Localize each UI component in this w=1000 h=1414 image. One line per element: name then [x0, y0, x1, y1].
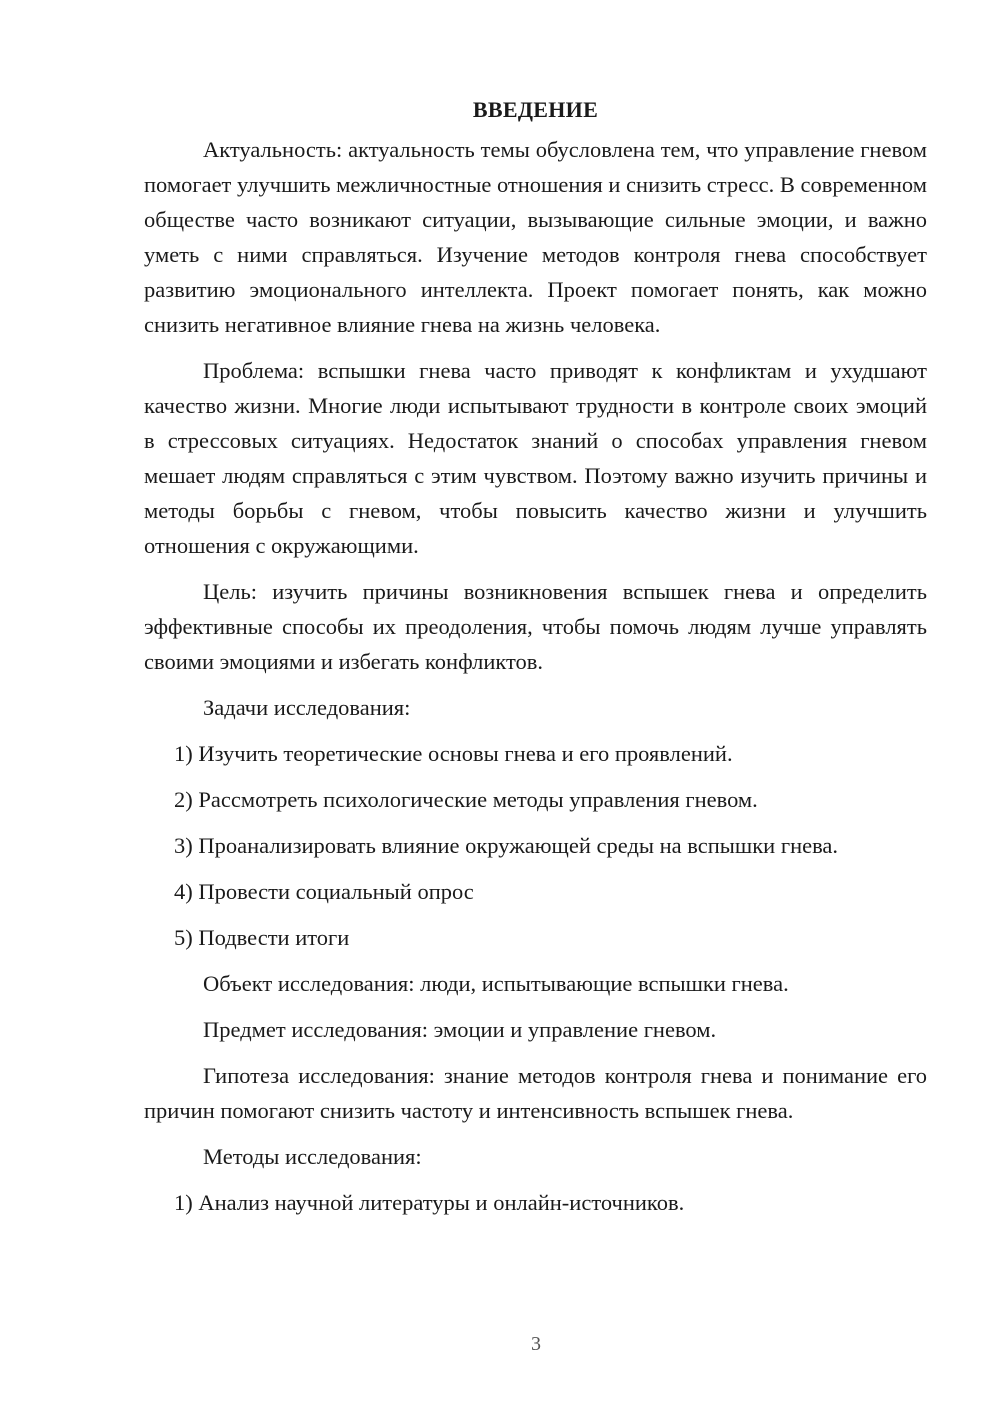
task-item-1: 1) Изучить теоретические основы гнева и его проявлений. — [174, 741, 733, 766]
task-item-3: 3) Проанализировать влияние окружающей среды на вспышки гнева. — [174, 833, 839, 858]
method-item-1: 1) Анализ научной литературы и онлайн-источников. — [174, 1190, 685, 1215]
task-item-5: 5) Подвести итоги — [174, 925, 350, 950]
page-content — [144, 92, 927, 1231]
page-number: 3 — [531, 1333, 541, 1355]
tasks-heading: Задачи исследования: — [203, 695, 411, 720]
research-object: Объект исследования: люди, испытывающие вспышки гнева. — [203, 971, 789, 996]
goal-paragraph: Цель: изучить причины возникновения вспышек гнева и определить эффективные способы их преодоления, чтобы помочь людям лучше управлять своими эмоциями и избегать конфликтов. — [144, 579, 927, 674]
task-item-2: 2) Рассмотреть психологические методы управления гневом. — [174, 787, 758, 812]
task-item-4: 4) Провести социальный опрос — [174, 879, 474, 904]
page-title: ВВЕДЕНИЕ — [472, 97, 599, 122]
relevance-paragraph: Актуальность: актуальность темы обусловлена тем, что управление гневом помогает улучшить межличностные отношения и снизить стресс. В современном обществе часто возникают ситуации, вызывающие сильные эмоции, и важно уметь с ними справляться. Изучение методов контроля гнева способствует развитию эмоционального интеллекта. Проект помогает понять, как можно снизить негативное влияние гнева на жизнь человека. — [144, 137, 927, 337]
problem-paragraph: Проблема: вспышки гнева часто приводят к конфликтам и ухудшают качество жизни. Многие люди испытывают трудности в контроле своих эмоций в стрессовых ситуациях. Недостаток знаний о способах управления гневом мешает людям справляться с этим чувством. Поэтому важно изучить причины и методы борьбы с гневом, чтобы повысить качество жизни и улучшить отношения с окружающими. — [144, 358, 927, 558]
research-subject: Предмет исследования: эмоции и управление гневом. — [203, 1017, 717, 1042]
methods-heading: Методы исследования: — [203, 1144, 422, 1169]
hypothesis-paragraph: Гипотеза исследования: знание методов контроля гнева и понимание его причин помогают снизить частоту и интенсивность вспышек гнева. — [144, 1063, 927, 1123]
